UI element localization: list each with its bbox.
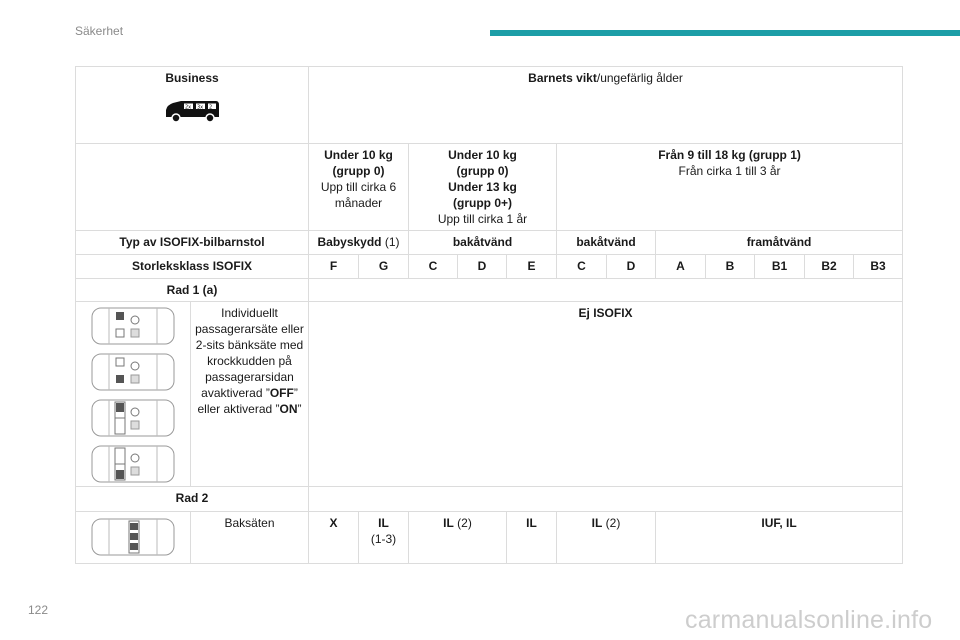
type-rearward-1: bakåtvänd: [409, 231, 557, 255]
row1-seat-diagrams: [76, 302, 191, 487]
type-babyskydd: Babyskydd: [317, 235, 382, 249]
size-class-row: [76, 255, 903, 279]
size-class-cell: B1: [755, 255, 805, 279]
size-class-cell: G: [359, 255, 409, 279]
table-header-row: [76, 67, 903, 144]
type-babyskydd-note: (1): [381, 235, 400, 249]
row2-x: X: [309, 512, 359, 564]
row1-desc-text: Individuellt passagerarsäte eller 2-sits bänksäte med krockkudden på passagerarsidan avaktiverad ”: [195, 306, 304, 400]
page-number: 122: [28, 603, 49, 617]
row1-off: OFF: [269, 386, 294, 400]
row1-content-row: [76, 302, 903, 487]
weight-header-rest: /ungefärlig ålder: [596, 71, 683, 85]
row2-label: Rad 2: [76, 487, 309, 512]
group-1-weight: Från 9 till 18 kg (grupp 1): [658, 148, 801, 162]
rear-seat-diagram-icon: [91, 518, 175, 556]
header-accent-bar: [490, 30, 960, 36]
isofix-table: [75, 66, 903, 564]
seat-type-label: Typ av ISOFIX-bilbarnstol: [76, 231, 309, 255]
row1-on: ON: [279, 402, 298, 416]
type-babyskydd-cell: [309, 231, 409, 255]
size-class-cell: D: [458, 255, 507, 279]
type-forward: framåtvänd: [656, 231, 903, 255]
row1-label-row: [76, 279, 903, 302]
group-0plus-name2: (grupp 0+): [453, 196, 512, 210]
group-0-name: (grupp 0): [332, 164, 385, 178]
weight-header-cell: [309, 67, 903, 144]
row2-il4-note: (2): [602, 516, 621, 530]
row1-description: [191, 302, 309, 487]
size-class-cell: E: [507, 255, 557, 279]
row2-il4-cell: [557, 512, 656, 564]
group-0plus-weight1: Under 10 kg: [448, 148, 517, 162]
size-class-cell: D: [607, 255, 656, 279]
row2-il2: IL: [443, 516, 454, 530]
row1-desc-mid: ” eller aktiverad ”: [197, 386, 298, 416]
empty-cell: [76, 144, 309, 231]
group-0-weight: Under 10 kg: [324, 148, 393, 162]
size-class-cell: C: [409, 255, 458, 279]
row2-il3: IL: [507, 512, 557, 564]
group-0plus-cell: [409, 144, 557, 231]
group-0plus-name1: (grupp 0): [456, 164, 509, 178]
row1-desc-post: ”: [297, 402, 302, 416]
watermark: carmanualsonline.info: [685, 606, 933, 634]
group-0-age-unit: månader: [334, 196, 383, 210]
svg-text:2: 2: [209, 104, 213, 111]
row2-content-row: [76, 512, 903, 564]
row2-il2-note: (2): [453, 516, 472, 530]
size-class-cell: F: [309, 255, 359, 279]
group-0-age: Upp till cirka 6: [320, 180, 397, 194]
section-title: Säkerhet: [75, 24, 124, 38]
empty-cell: [309, 487, 903, 512]
size-class-cell: B2: [805, 255, 854, 279]
row2-seat-diagram: [76, 512, 191, 564]
seat-diagram-icon: [91, 399, 175, 437]
size-class-cell: A: [656, 255, 706, 279]
van-icon: [80, 98, 304, 124]
svg-text:2x: 2x: [185, 104, 192, 111]
group-0plus-age: Upp till cirka 1 år: [437, 212, 528, 226]
group-1-cell: [557, 144, 903, 231]
seat-type-row: [76, 231, 903, 255]
empty-cell: [309, 279, 903, 302]
row2-il4: IL: [591, 516, 603, 530]
row1-label: Rad 1 (a): [76, 279, 309, 302]
seat-diagram-icon: [91, 445, 175, 483]
group-0-cell: [309, 144, 409, 231]
size-class-cell: C: [557, 255, 607, 279]
row2-forward: IUF, IL: [656, 512, 903, 564]
row2-il2-cell: [409, 512, 507, 564]
row1-value: Ej ISOFIX: [309, 302, 903, 487]
size-class-cell: B3: [854, 255, 903, 279]
row2-il-cell: [359, 512, 409, 564]
category-header-cell: [76, 67, 309, 144]
seat-diagram-icon: [91, 307, 175, 345]
size-class-cell: B: [706, 255, 755, 279]
weight-group-row: [76, 144, 903, 231]
size-class-label: Storleksklass ISOFIX: [76, 255, 309, 279]
type-rearward-2: bakåtvänd: [557, 231, 656, 255]
svg-text:3x: 3x: [197, 104, 204, 111]
row2-label-row: [76, 487, 903, 512]
category-header: Business: [165, 71, 219, 85]
row2-description: Baksäten: [191, 512, 309, 564]
group-0plus-weight2: Under 13 kg: [448, 180, 517, 194]
seat-diagram-icon: [91, 353, 175, 391]
group-1-age: Från cirka 1 till 3 år: [678, 164, 781, 178]
weight-header-bold: Barnets vikt: [528, 71, 597, 85]
row2-il-note: (1-3): [370, 532, 397, 546]
row2-il: IL: [378, 516, 389, 530]
